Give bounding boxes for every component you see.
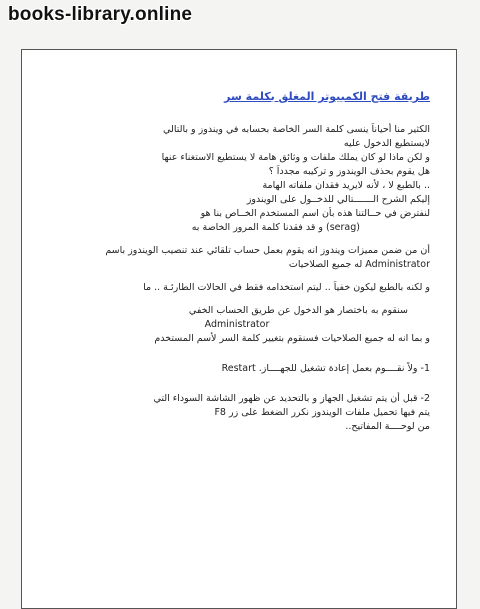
- paragraph-line: يتم فيها تحميل ملفات الويندوز نكرر الضغط على زر F8: [214, 407, 430, 418]
- paragraph-line: أن من ضمن مميزات ويندوز انه يقوم بعمل حساب تلقائي عند تنصيب الويندوز باسم: [105, 245, 430, 256]
- paragraph-line: الكثير منا أحياناً ينسى كلمة السر الخاصة بحسابه في ويندوز و بالتالي: [163, 124, 430, 135]
- paragraph-line: Administrator: [204, 319, 270, 330]
- numbered-step: 1- ولاً نقــــوم بعمل إعادة تشغيل للجهــــاز. Restart: [221, 363, 430, 374]
- paragraph-line: لايستطيع الدخول عليه: [343, 138, 430, 149]
- paragraph-line: سنقوم به باختصار هو الدخول عن طريق الحساب الخفي: [188, 305, 408, 316]
- paragraph-line: (serag) و قد فقدنا كلمة المرور الخاصة به: [191, 222, 360, 233]
- numbered-step: 2- قبل أن يتم تشغيل الجهاز و بالتحديد عن ظهور الشاشة السوداء التي: [153, 393, 430, 404]
- document-body: [44, 90, 430, 434]
- paragraph-line: و لكن ماذا لو كان يملك ملفات و وثائق هامة لا يستطيع الاستغناء عنها: [161, 152, 430, 163]
- paragraph-line: من لوحــــة المفاتيح..: [345, 421, 430, 432]
- paragraph-line: لنفترض في حــالتنا هذه بأن اسم المستخدم الخــاص بنا هو: [200, 208, 430, 219]
- paragraph-line: Administrator له جميع الصلاحيات: [288, 259, 430, 270]
- paragraph-line: إليكم الشرح الـــــــتالي للدخــول على الويندوز: [246, 194, 430, 205]
- document-title: طريقة فتح الكمبيوتر المغلق بكلمة سر: [224, 90, 430, 103]
- paragraph-line: هل يقوم بحذف الويندوز و تركيبه مجدداً ؟: [268, 166, 430, 177]
- document-page: [21, 49, 457, 609]
- watermark-logo: books-library.online: [8, 4, 193, 25]
- paragraph-line: .. بالطبع لا ، لأنه لايريد فقدان ملفاته الهامة: [262, 180, 430, 191]
- paragraph-line: و لكنه بالطبع ليكون خفياً .. ليتم استخدامه فقط في الحالات الطارئـة .. ما: [143, 282, 430, 293]
- paragraph-line: و بما انه له جميع الصلاحيات فسنقوم بتغيير كلمة السر لأسم المستخدم: [154, 333, 430, 344]
